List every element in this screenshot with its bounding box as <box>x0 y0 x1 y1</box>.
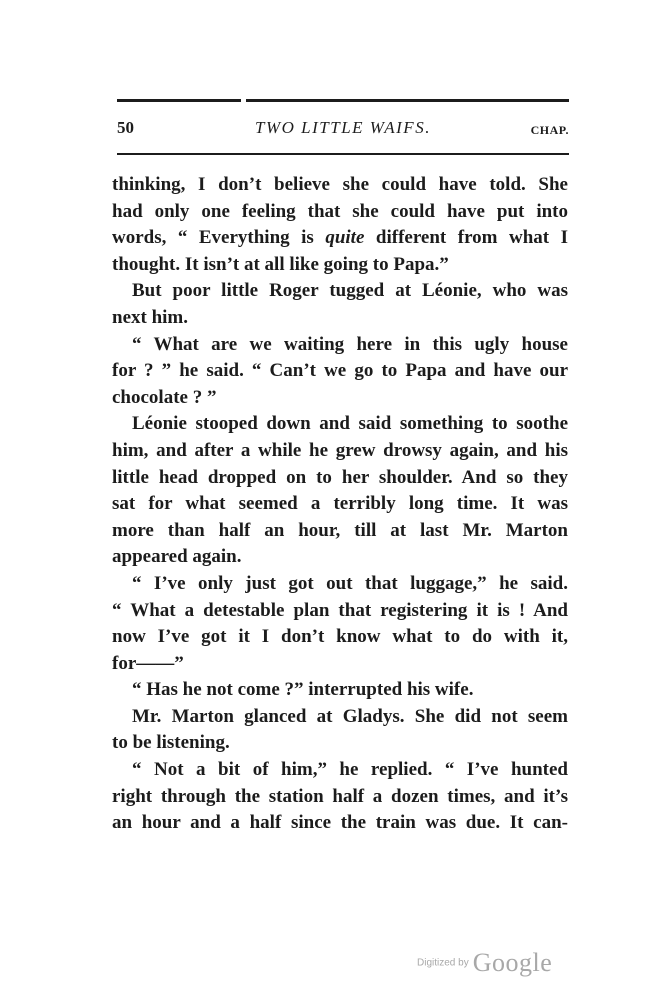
text-line: “ I’ve only just got out that luggage,” he said. <box>132 572 568 594</box>
body-text <box>112 172 568 837</box>
text-line: thinking, I don’t believe she could have told. She <box>112 174 568 195</box>
running-header <box>117 116 569 140</box>
text-line: for——” <box>112 652 184 674</box>
header-rule-bottom <box>117 153 569 155</box>
text-line: had only one feeling that she could have put into <box>112 200 568 222</box>
text-line: sat for what seemed a terribly long time. It was <box>112 493 568 515</box>
text-line: But poor little Roger tugged at Léonie, who was <box>132 280 568 302</box>
emphasized-word: quite <box>325 227 365 249</box>
text-line: more than half an hour, till at last Mr. Marton <box>112 519 568 541</box>
text-line: little head dropped on to her shoulder. And so they <box>112 466 568 488</box>
running-title: TWO LITTLE WAIFS. <box>255 118 431 137</box>
watermark-prefix: Digitized by <box>417 957 469 969</box>
text-line: “ What are we waiting here in this ugly house <box>132 333 568 355</box>
text-segment: different from what I <box>364 227 568 249</box>
text-line: appeared again. <box>112 546 242 568</box>
text-line: him, and after a while he grew drowsy again, and his <box>112 439 568 461</box>
header-rule-right <box>246 99 569 102</box>
text-line: Mr. Marton glanced at Gladys. She did not seem <box>132 705 568 727</box>
text-line: chocolate ? ” <box>112 386 217 408</box>
text-line: for ? ” he said. “ Can’t we go to Papa and have our <box>112 360 568 382</box>
text-line: thought. It isn’t at all like going to Papa.” <box>112 253 449 275</box>
text-line: Léonie stooped down and said something to soothe <box>132 413 568 435</box>
text-segment: words, “ Everything is <box>112 227 326 249</box>
text-line: “ Not a bit of him,” he replied. “ I’ve hunted <box>132 759 568 781</box>
text-line: to be listening. <box>112 732 230 754</box>
text-line: an hour and a half since the train was due. It can- <box>112 812 568 834</box>
text-line <box>112 225 568 252</box>
digitized-watermark <box>417 948 552 978</box>
text-line: right through the station half a dozen times, and it’s <box>112 785 568 807</box>
text-line: “ Has he not come ?” interrupted his wife. <box>132 679 474 701</box>
watermark-brand-logo: Google <box>472 948 553 977</box>
page-number: 50 <box>117 118 134 137</box>
header-rule-left <box>117 99 241 102</box>
text-line: next him. <box>112 306 188 328</box>
chapter-label: CHAP. <box>530 123 569 137</box>
text-line: “ What a detestable plan that registering it is ! And <box>112 599 568 621</box>
text-line: now I’ve got it I don’t know what to do with it, <box>112 626 568 648</box>
